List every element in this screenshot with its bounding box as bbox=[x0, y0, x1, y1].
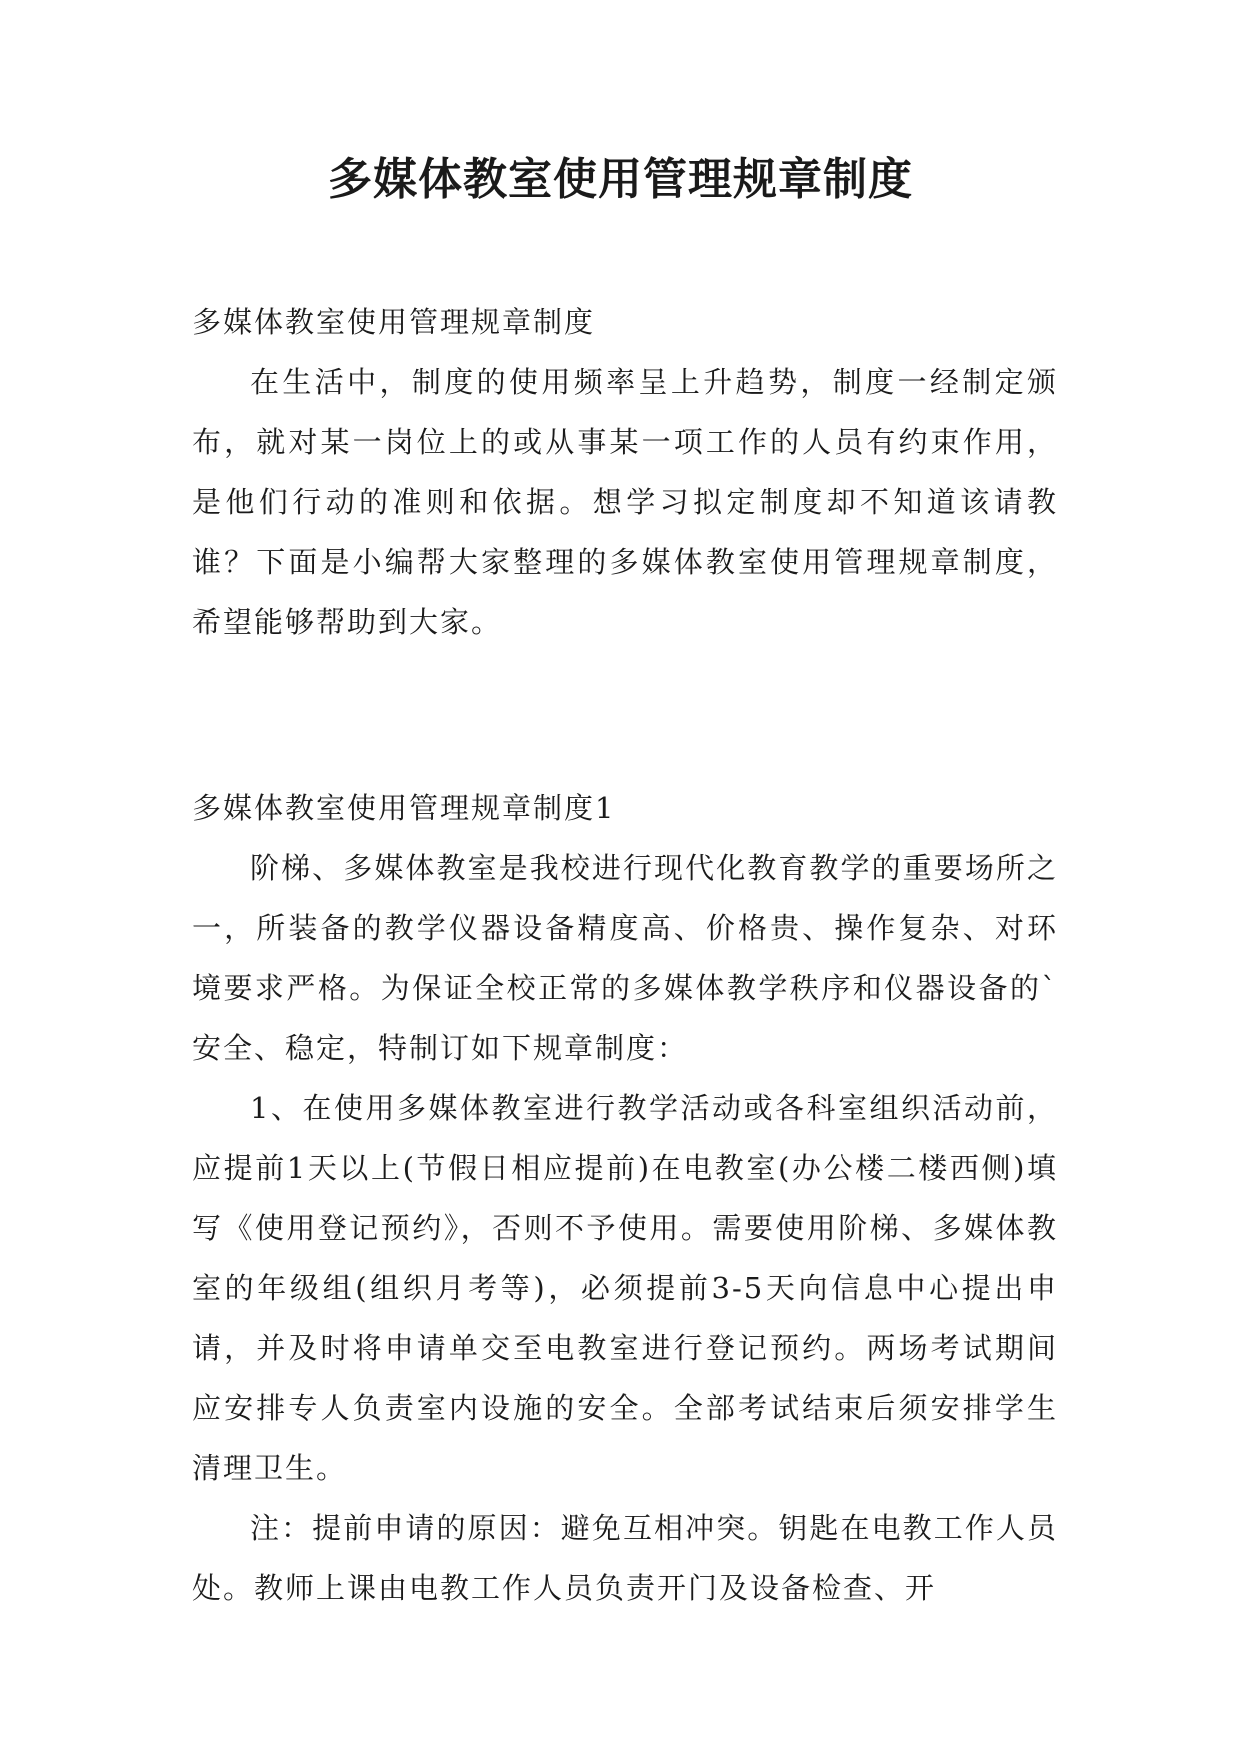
body-paragraph: 阶梯、多媒体教室是我校进行现代化教育教学的重要场所之一，所装备的教学仪器设备精度高、价格贵、操作复杂、对环境要求严格。为保证全校正常的多媒体教学秩序和仪器设备的`安全、稳定，特制订如下规章制度： bbox=[192, 851, 1058, 1065]
body-paragraph: 注：提前申请的原因：避免互相冲突。钥匙在电教工作人员处。教师上课由电教工作人员负责开门及设备检查、开 bbox=[192, 1511, 1058, 1605]
section-spacer bbox=[192, 652, 1058, 778]
intro-heading: 多媒体教室使用管理规章制度 bbox=[192, 305, 596, 339]
document-title: 多媒体教室使用管理规章制度 bbox=[328, 154, 913, 205]
document-body bbox=[192, 292, 1058, 1618]
body-paragraph: 1、在使用多媒体教室进行教学活动或各科室组织活动前，应提前1天以上(节假日相应提前)在电教室(办公楼二楼西侧)填写《使用登记预约》，否则不予使用。需要使用阶梯、多媒体教室的年级组(组织月考等)，必须提前3-5天向信息中心提出申请，并及时将申请单交至电教室进行登记预约。两场考试期间应安排专人负责室内设施的安全。全部考试结束后须安排学生清理卫生。 bbox=[192, 1091, 1058, 1485]
intro-paragraph: 在生活中，制度的使用频率呈上升趋势，制度一经制定颁布，就对某一岗位上的或从事某一项工作的人员有约束作用，是他们行动的准则和依据。想学习拟定制度却不知道该请教谁？下面是小编帮大家整理的多媒体教室使用管理规章制度，希望能够帮助到大家。 bbox=[192, 365, 1058, 639]
section-heading: 多媒体教室使用管理规章制度1 bbox=[192, 791, 616, 825]
